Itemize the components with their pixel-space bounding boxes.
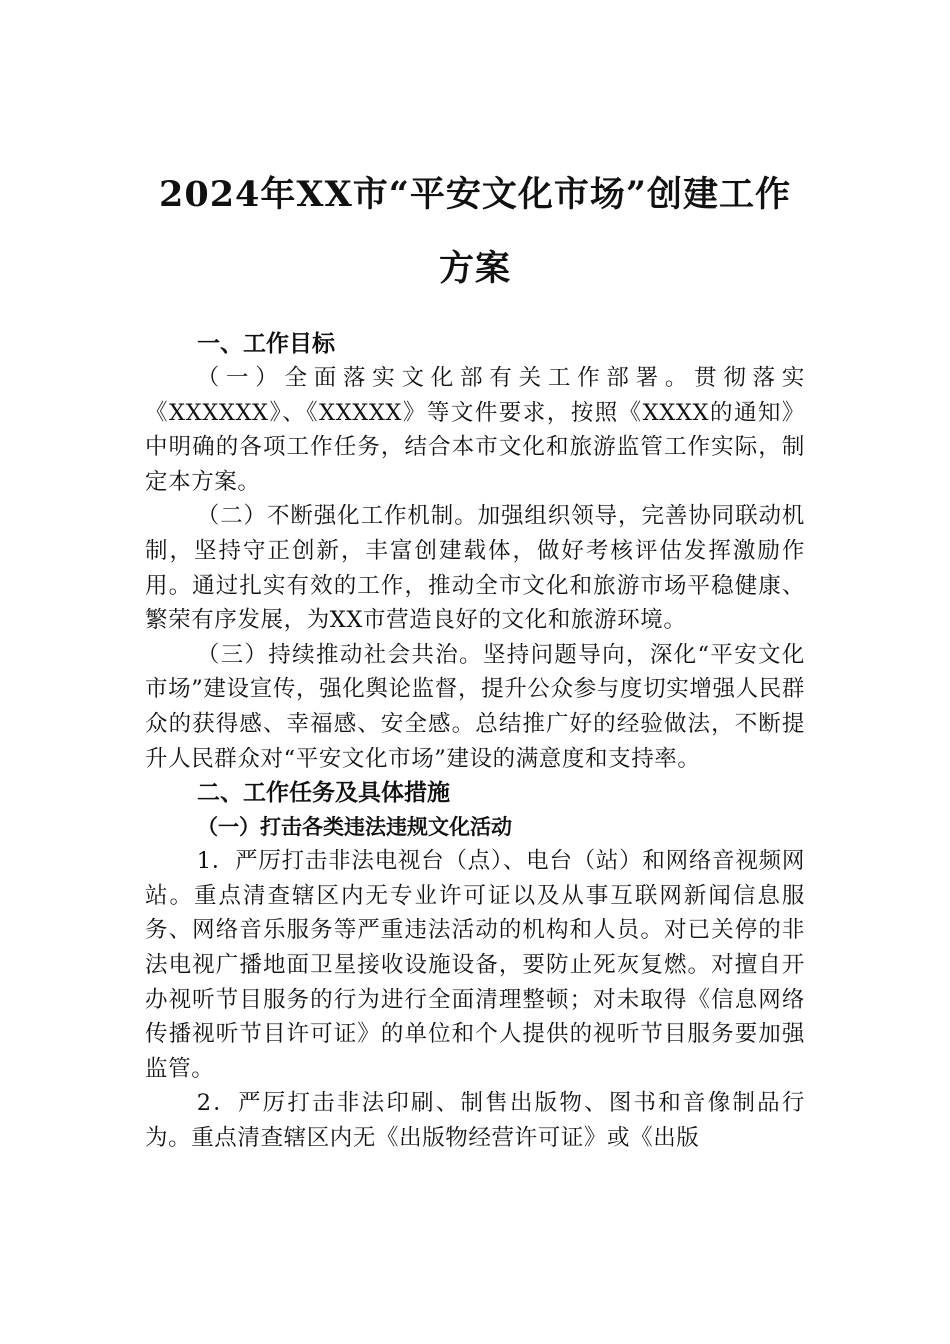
title-line-2: 方案 — [438, 248, 511, 289]
section-heading-goals: 一、工作目标 — [197, 331, 335, 357]
document-title — [120, 158, 830, 306]
subheading-crackdown: （一）打击各类违法违规文化活动 — [197, 814, 512, 840]
paragraph-goal-2: （二）不断强化工作机制。加强组织领导，完善协同联动机制，坚持守正创新，丰富创建载体，做好考核评估发挥激励作用。通过扎实有效的工作，推动全市文化和旅游市场平稳健康、繁荣有序发展，为XX市营造良好的文化和旅游环境。 — [145, 503, 805, 634]
paragraph-task-1: 1．严厉打击非法电视台（点）、电台（站）和网络音视频网站。重点清查辖区内无专业许可证以及从事互联网新闻信息服务、网络音乐服务等严重违法活动的机构和人员。对已关停的非法电视广播地面卫星接收设施设备，要防止死灰复燃。对擅自开办视听节目服务的行为进行全面清理整顿；对未取得《信息网络传播视听节目许可证》的单位和个人提供的视听节目服务要加强监管。 — [145, 848, 805, 1082]
document-body — [145, 327, 805, 1155]
paragraph-goal-1: （一）全面落实文化部有关工作部署。贯彻落实《XXXXXX》、《XXXXX》等文件要求，按照《XXXX的通知》中明确的各项工作任务，结合本市文化和旅游监管工作实际，制定本方案。 — [145, 365, 805, 495]
paragraph-task-2: 2．严厉打击非法印刷、制售出版物、图书和音像制品行为。重点清查辖区内无《出版物经营许可证》或《出版 — [145, 1090, 805, 1151]
title-line-1: 2024年XX市“平安文化市场”创建工作 — [159, 174, 791, 215]
section-heading-tasks: 二、工作任务及具体措施 — [197, 780, 450, 807]
paragraph-goal-3: （三）持续推动社会共治。坚持问题导向，深化“平安文化市场”建设宣传，强化舆论监督，提升公众参与度切实增强人民群众的获得感、幸福感、安全感。总结推广好的经验做法，不断提升人民群众对“平安文化市场”建设的满意度和支持率。 — [145, 641, 805, 772]
